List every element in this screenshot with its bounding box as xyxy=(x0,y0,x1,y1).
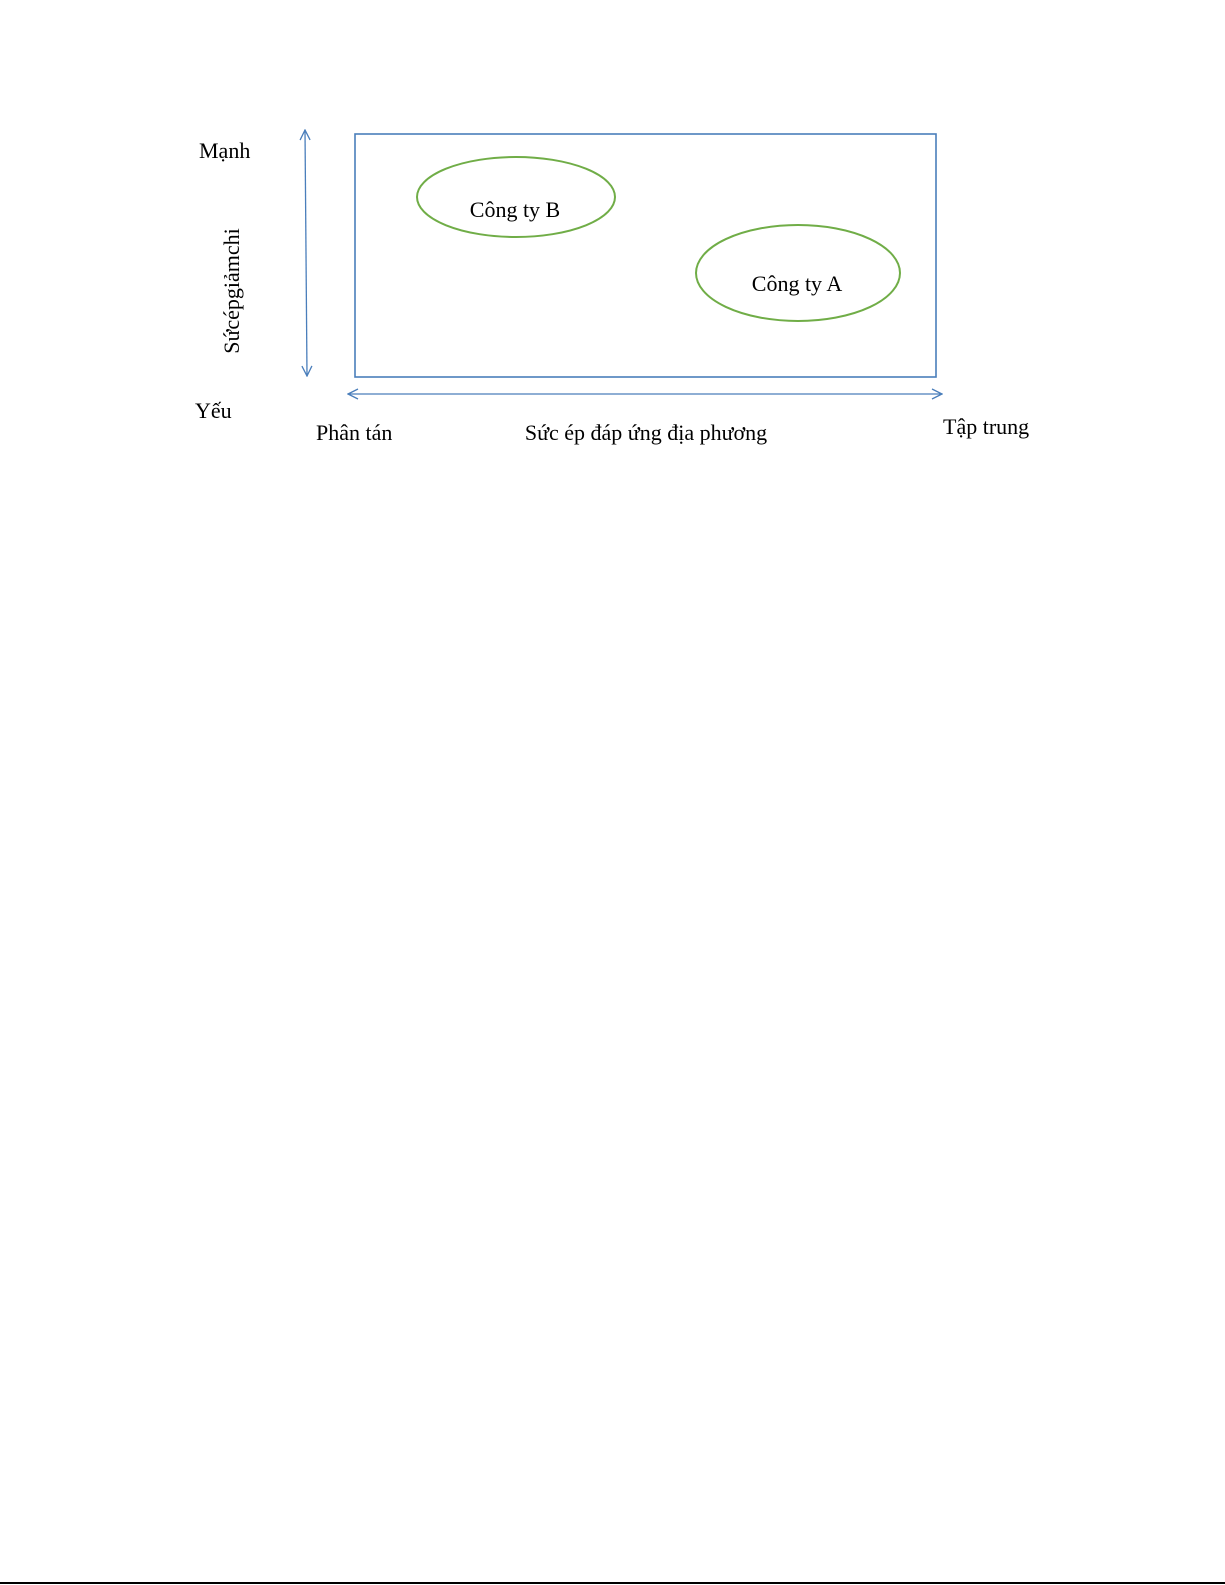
page-bottom-rule xyxy=(0,1582,1225,1584)
y-axis-top-label: Mạnh xyxy=(199,138,251,163)
x-axis-right-label: Tập trung xyxy=(943,414,1030,439)
x-axis-title: Sức ép đáp ứng địa phương xyxy=(524,420,768,445)
company-b-label: Công ty B xyxy=(469,197,561,222)
y-axis-bottom-label: Yếu xyxy=(195,398,232,423)
x-axis-left-label: Phân tán xyxy=(316,420,393,445)
y-axis-title: Sứcépgiảmchi xyxy=(219,228,244,354)
y-axis-arrow xyxy=(305,130,307,376)
company-a-label: Công ty A xyxy=(751,271,843,296)
